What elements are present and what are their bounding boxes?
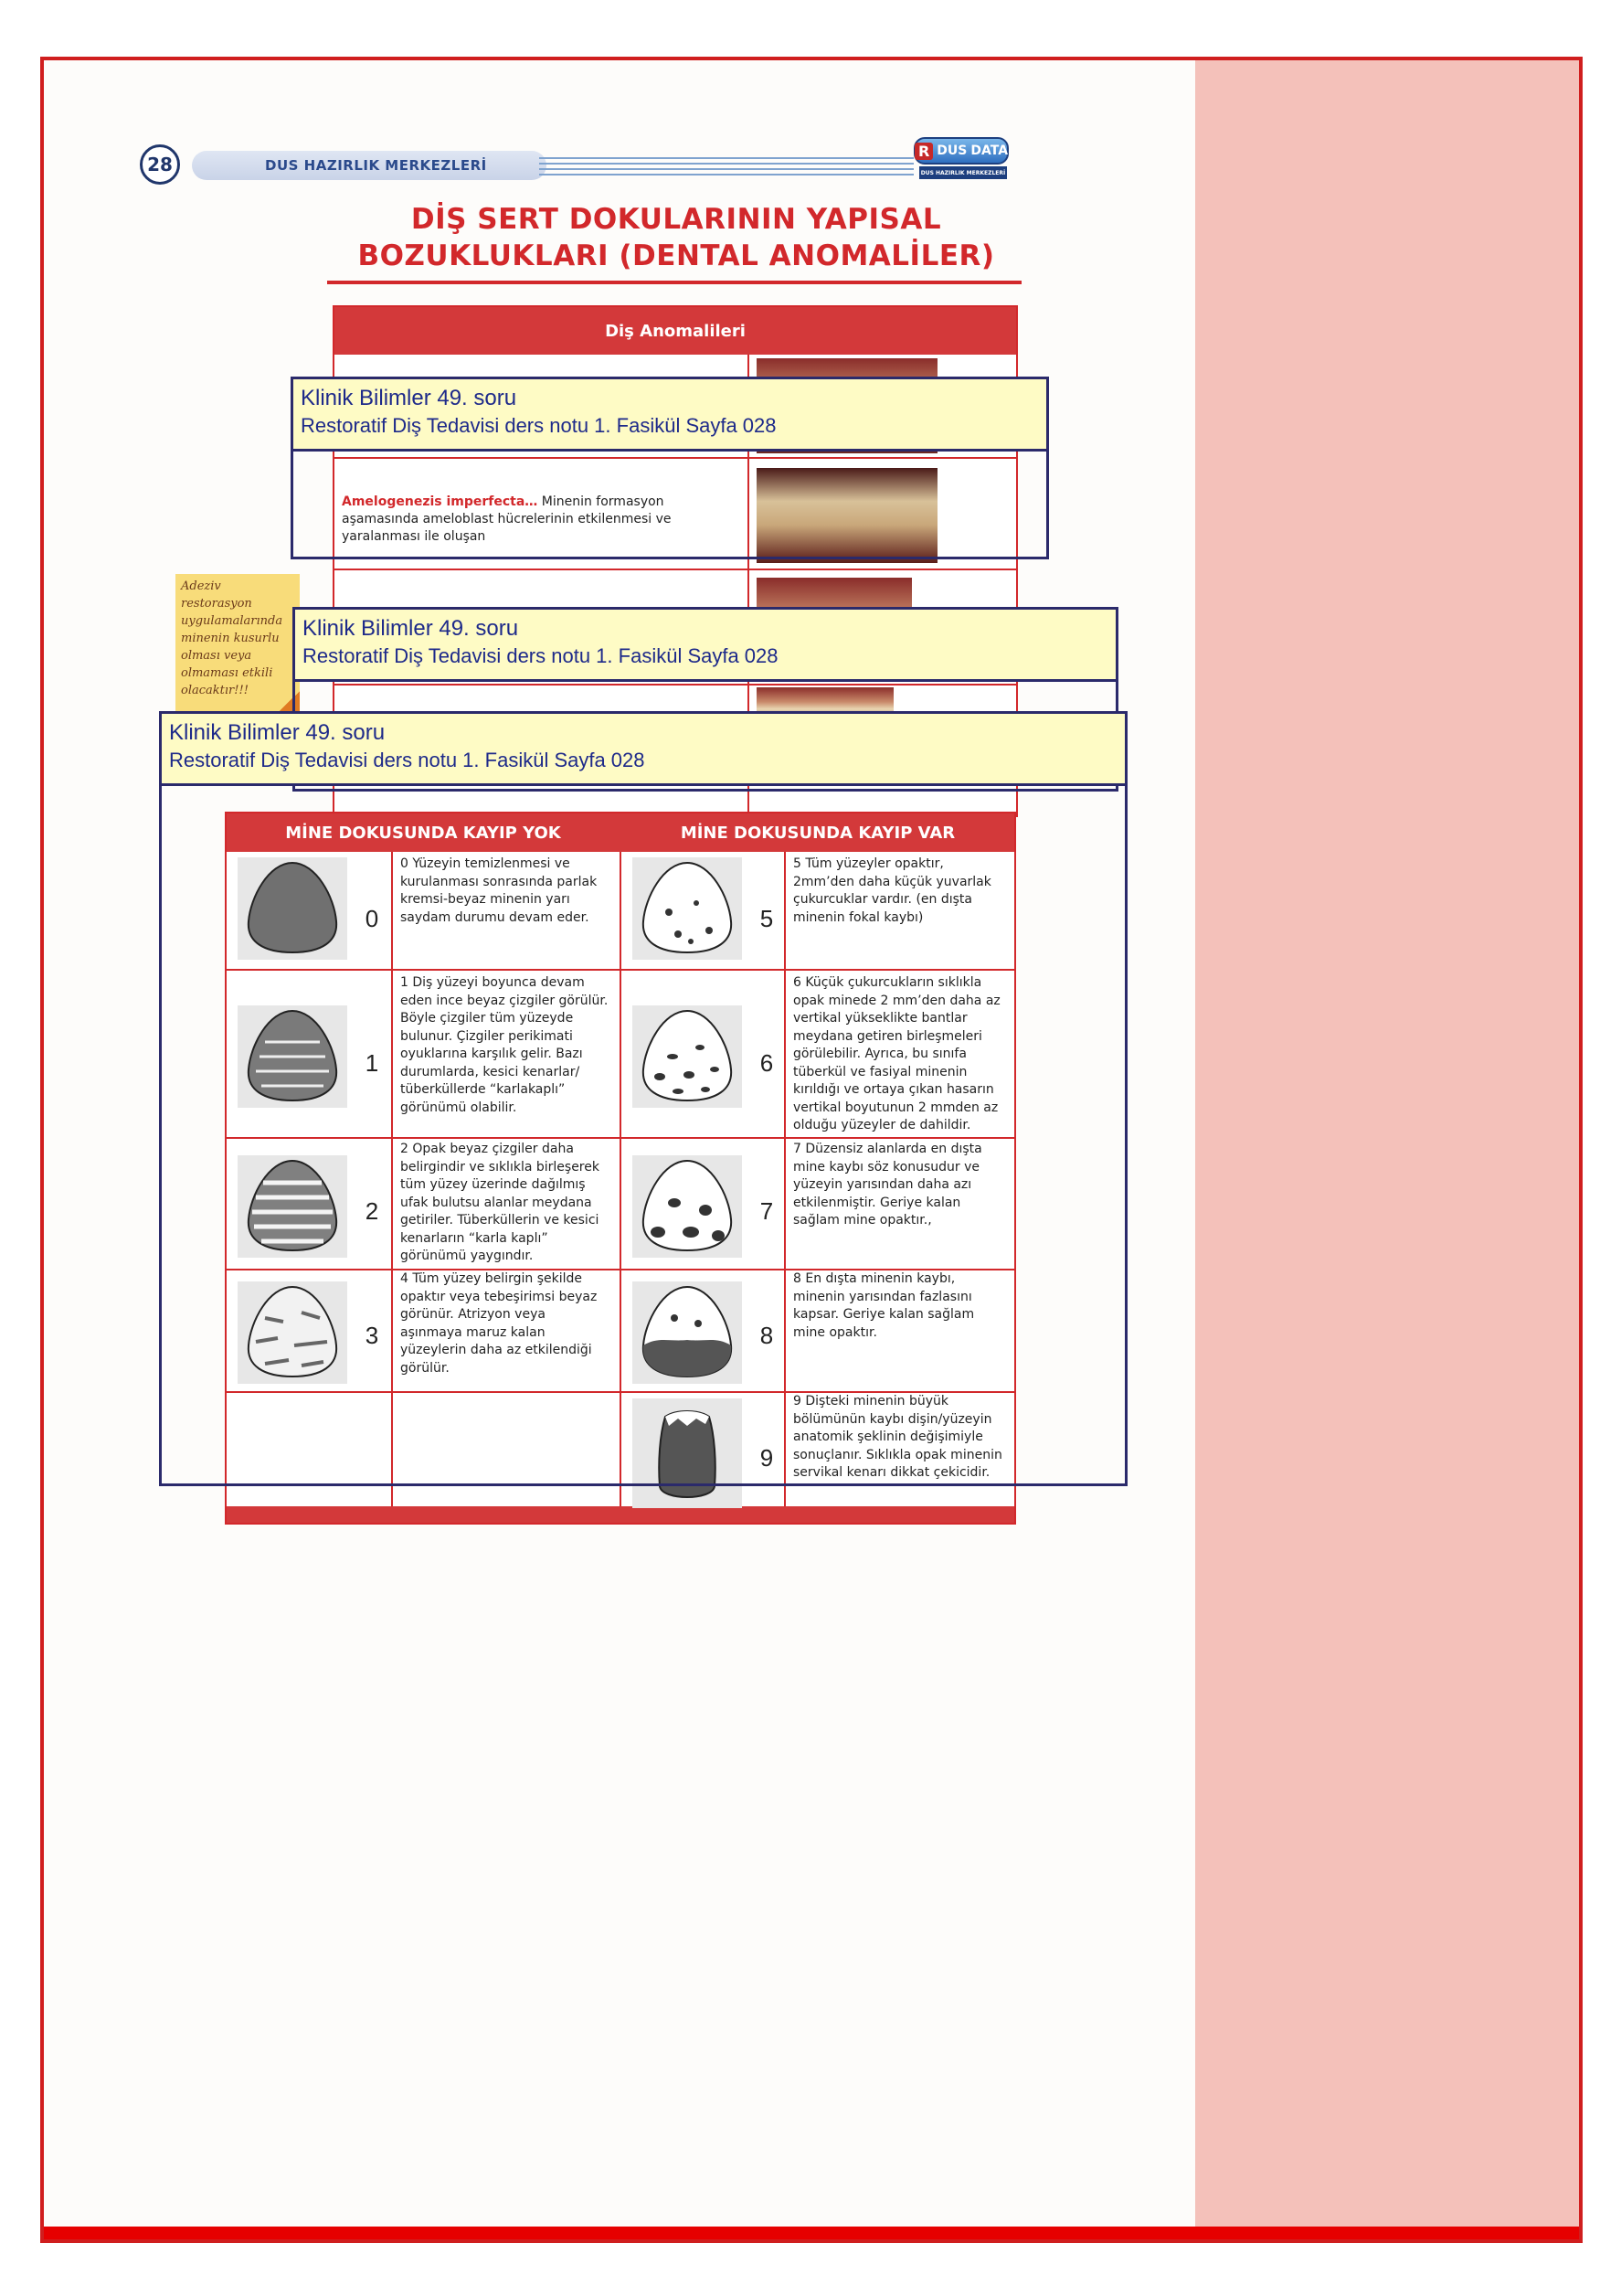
logo-r: R (915, 143, 933, 160)
header-loss: MİNE DOKUSUNDA KAYIP VAR (680, 823, 956, 843)
score-2: 2 (365, 1197, 379, 1225)
score-9-description: 9 Dişteki minenin büyük bölümünün kaybı dişin/yüzeyin anatomik şeklinin değişimiyle sonuçlanır. Sıklıkla opak minenin servikal kenarı dikkat çekicidir. (793, 1394, 1002, 1480)
right-margin-panel (1195, 60, 1579, 2239)
side-sticky-note: Adeziv restorasyon uygulamalarında minenin kusurlu olması veya olmaması etkili olacaktır!!! (175, 574, 300, 711)
highlight-1-reference: Restoratif Diş Tedavisi ders notu 1. Fasikül Sayfa 028 (301, 414, 777, 437)
organization-banner: DUS HAZIRLIK MERKEZLERİ (192, 151, 546, 180)
bottom-red-bar (44, 2227, 1579, 2239)
header-stripes (539, 157, 914, 175)
amelogenesis-text: Minenin formasyon aşamasında ameloblast hücrelerinin etkilenmesi ve yaralanması ile oluşan (342, 494, 672, 544)
highlight-note-3[interactable] (159, 711, 1128, 786)
enamel-table-footer (227, 1506, 1014, 1523)
logo-dus: DUS (937, 144, 968, 158)
score-0: 0 (365, 905, 379, 932)
highlight-frame-3[interactable] (159, 711, 1128, 1486)
score-6-description: 6 Küçük çukurcukların sıklıkla opak minede 2 mm’den daha az vertikal yükseklikte bantlar meydana getiren birleşmeleri görülebilir. Ayrıca, bu sınıfa tüberkül ve fasiyal minenin kırıldığı ve ortaya çıkan hasarın vertikal boyutunun 2 mmden az olduğu yüzeyler de dahildir. (793, 975, 1001, 1132)
anomalies-table-header: Diş Anomalileri (334, 307, 1016, 355)
logo-subtitle: DUS HAZIRLIK MERKEZLERİ (919, 166, 1007, 179)
page-title-line2: BOZUKLUKLARI (DENTAL ANOMALİLER) (357, 239, 995, 272)
score-9: 9 (759, 1444, 774, 1472)
score-7-description: 7 Düzensiz alanlarda en dışta mine kaybı söz konusudur ve yüzeyin yarısından daha azı etkilenmiştir. Geriye kalan sağlam mine opaktır., (793, 1142, 982, 1228)
header-no-loss: MİNE DOKUSUNDA KAYIP YOK (285, 823, 561, 843)
highlight-3-title: Klinik Bilimler 49. soru (169, 720, 386, 745)
score-5: 5 (759, 905, 774, 932)
highlight-note-2[interactable] (292, 607, 1118, 682)
highlight-1-title: Klinik Bilimler 49. soru (301, 386, 517, 410)
page-number-badge: 28 (140, 144, 180, 185)
highlight-note-1[interactable] (291, 377, 1049, 452)
amelogenesis-term: Amelogenezis imperfecta… (342, 494, 538, 509)
score-8: 8 (759, 1322, 774, 1349)
table-divider (334, 569, 1016, 570)
score-7: 7 (759, 1197, 774, 1225)
score-2-description: 2 Opak beyaz çizgiler daha belirgindir ve sıklıkla birleşerek tüm yüzey üzerinde dağılmış ufak bulutsu alanlar meydana getiriler. Tüberküllerin ve kesici kenarların “karla kaplı” görünümü yaygındır. (400, 1142, 599, 1263)
page-title (311, 201, 1042, 274)
score-1: 1 (365, 1049, 379, 1077)
logo-data: DATA (970, 144, 1009, 158)
highlight-2-title: Klinik Bilimler 49. soru (302, 616, 519, 641)
score-5-description: 5 Tüm yüzeyler opaktır, 2mm’den daha küçük yuvarlak çukurcuklar vardır. (en dışta minenin fokal kaybı) (793, 856, 991, 925)
title-underline (327, 281, 1022, 284)
score-3-description: 4 Tüm yüzey belirgin şekilde opaktır veya tebeşirimsi beyaz görünür. Atrizyon veya aşınmaya maruz kalan yüzeylerin daha az etkilendiği görülür. (400, 1271, 598, 1376)
score-3: 3 (365, 1322, 379, 1349)
score-1-description: 1 Diş yüzeyi boyunca devam eden ince beyaz çizgiler görülür. Böyle çizgiler tüm yüzeyde bulunur. Çizgiler perikimati oyuklarına karşılık gelir. Bazı durumlarda, kesici kenarlar/ tüberküllerde “karlakaplı” görünümü olabilir. (400, 975, 609, 1115)
score-0-description: 0 Yüzeyin temizlenmesi ve kurulanması sonrasında parlak kremsi-beyaz minenin yarı saydam durumu devam eder. (400, 856, 598, 925)
page-title-line1: DİŞ SERT DOKULARININ YAPISAL (410, 203, 942, 236)
score-8-description: 8 En dışta minenin kaybı, minenin yarısından fazlasını kapsar. Geriye kalan sağlam mine opaktır. (793, 1271, 975, 1340)
dusdata-logo (914, 137, 1014, 185)
highlight-3-reference: Restoratif Diş Tedavisi ders notu 1. Fasikül Sayfa 028 (169, 749, 645, 771)
score-6: 6 (759, 1049, 774, 1077)
highlight-2-reference: Restoratif Diş Tedavisi ders notu 1. Fasikül Sayfa 028 (302, 644, 779, 667)
